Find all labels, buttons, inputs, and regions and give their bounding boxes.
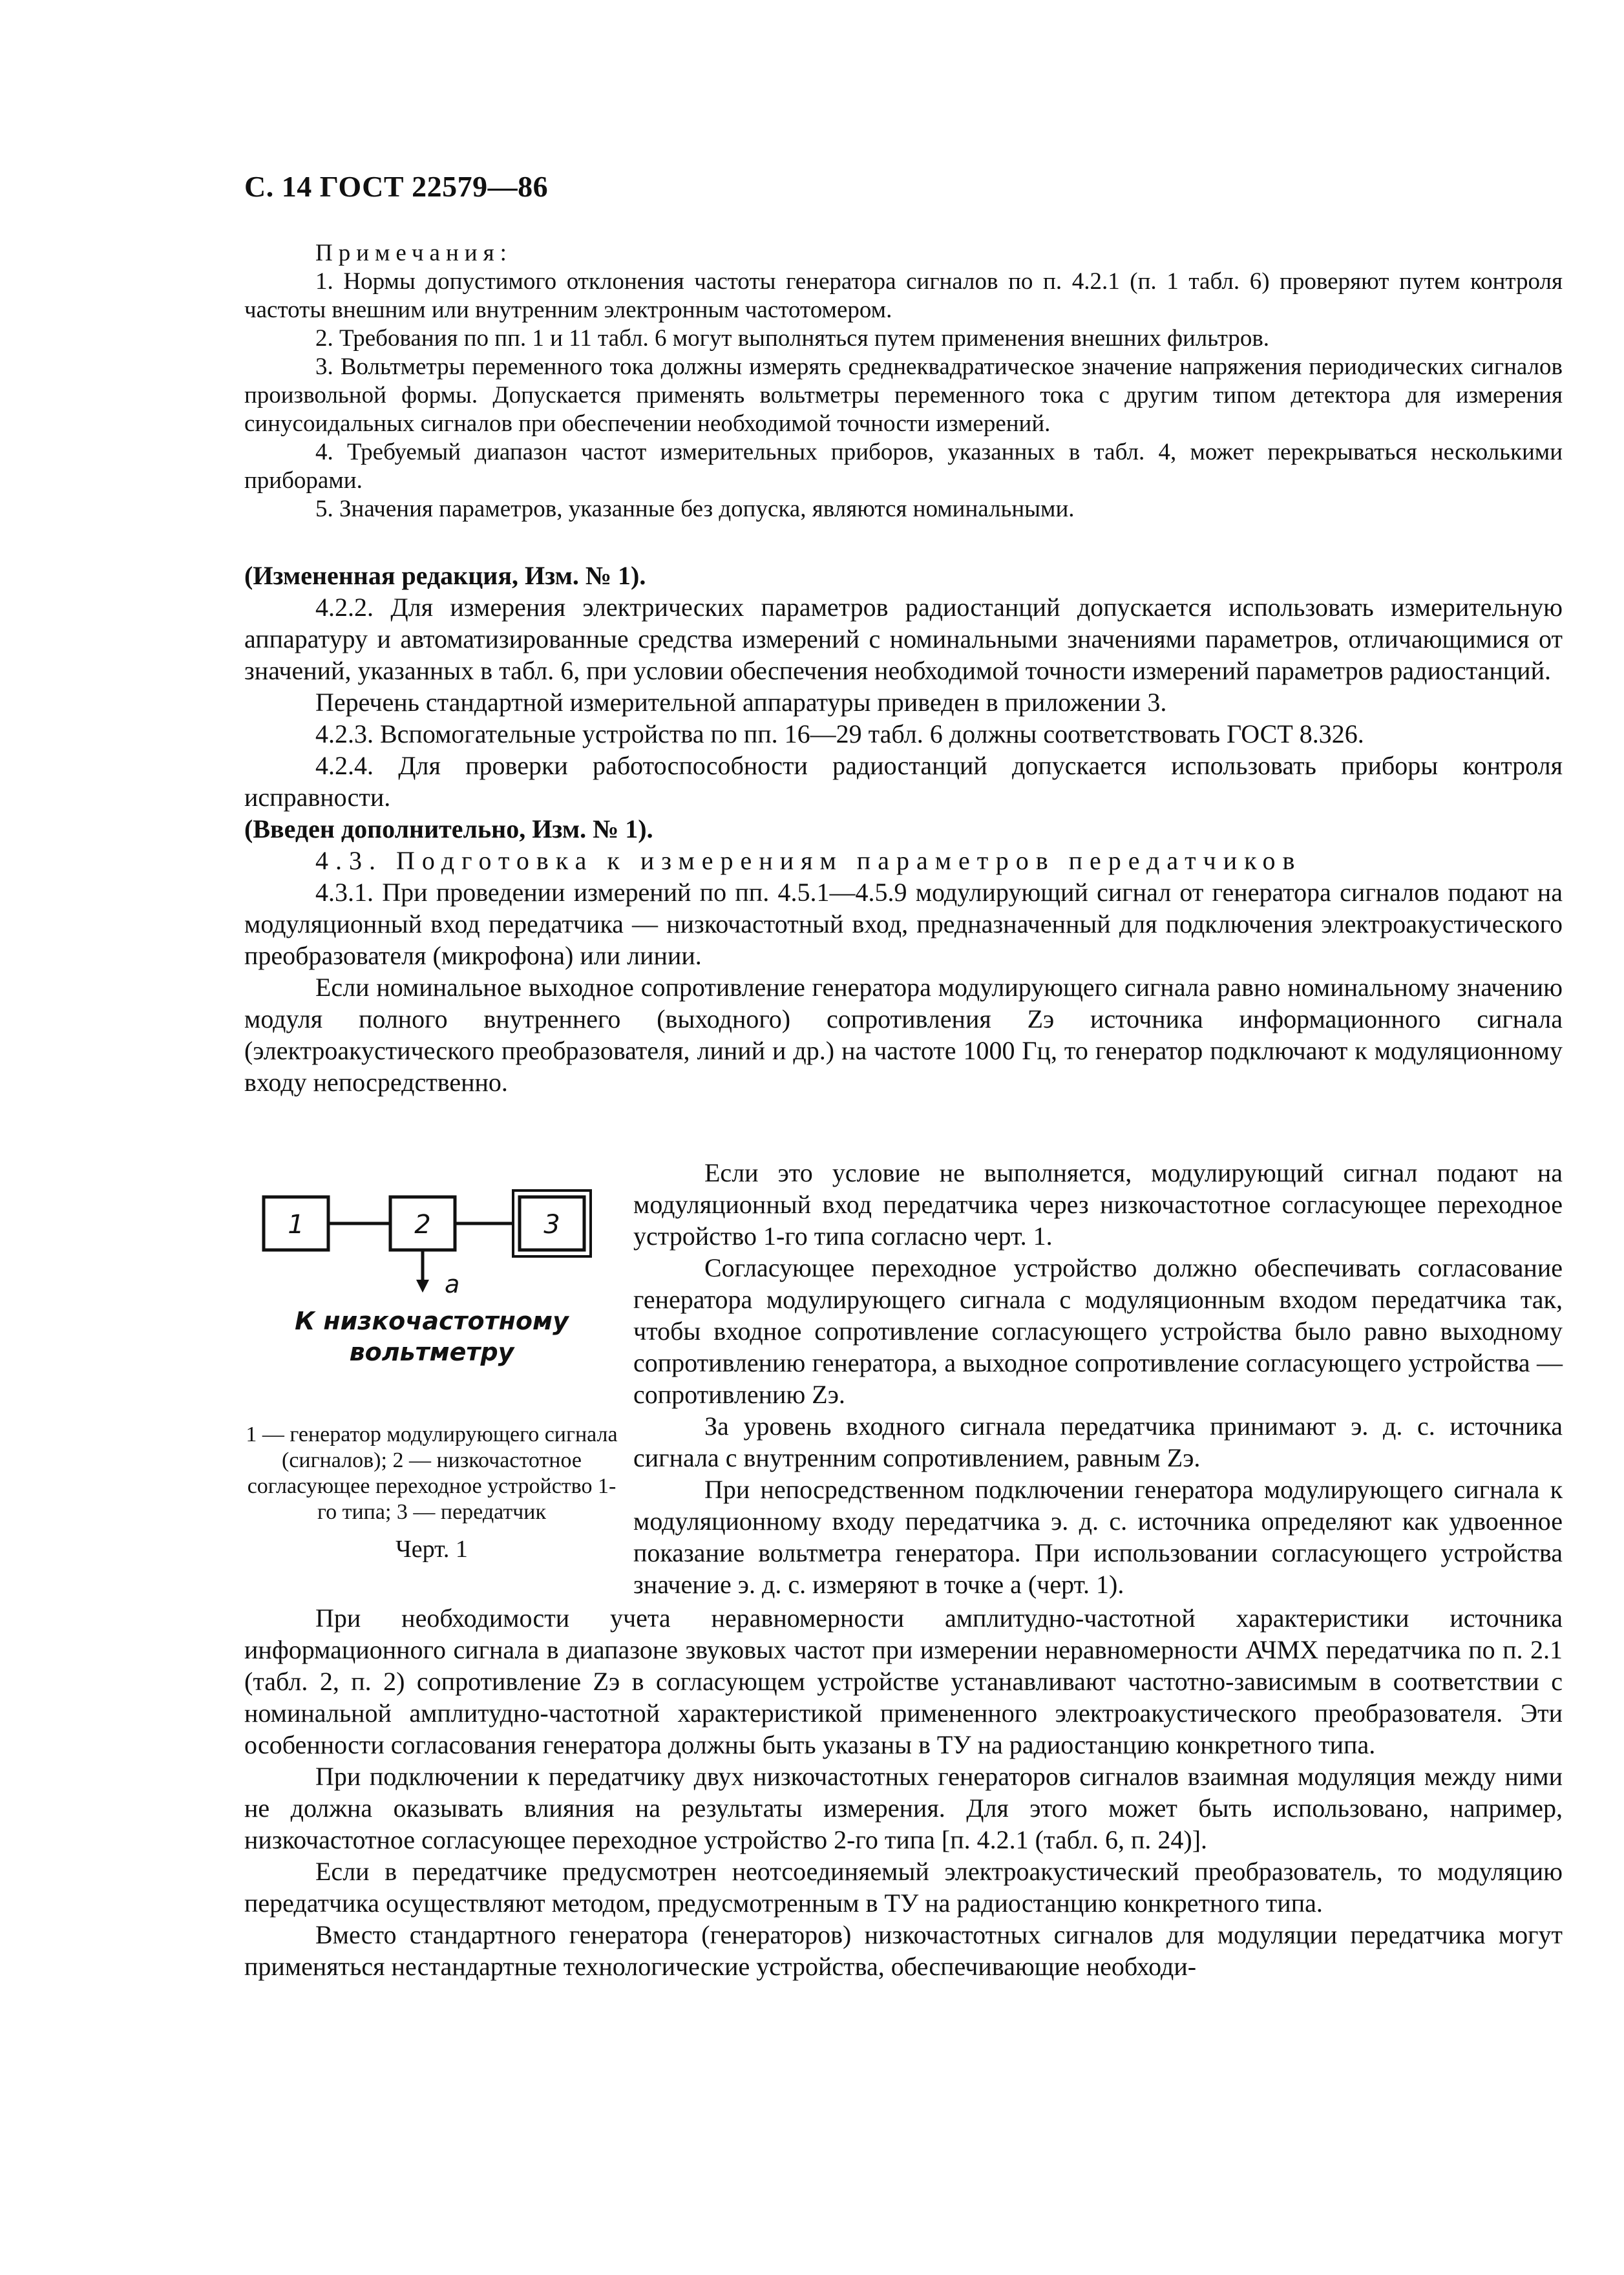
page-header: С. 14 ГОСТ 22579—86 xyxy=(244,170,549,203)
paragraph-equipment-list: Перечень стандартной измерительной аппаратуры приведен в приложении 3. xyxy=(315,688,1167,717)
arrow-down-icon xyxy=(416,1280,429,1293)
notes-section xyxy=(244,239,1563,524)
figure-legend: 1 — генератор модулирующего сигнала (сигналов); 2 — низкочастотное согласующее переходное устройство 1-го типа; 3 — передатчик xyxy=(246,1423,618,1524)
paragraph-nominal-impedance: Если номинальное выходное сопротивление генератора модулирующего сигнала равно номинальному значению модуля полного внутреннего (выходного) сопротивления Zэ источника информационного сигнала (электроакустического преобразователя, линий и др.) на частоте 1000 Гц, то генератор подключают к модуляционному входу непосредственно. xyxy=(244,973,1563,1097)
figure-diagram xyxy=(244,1183,619,1428)
paragraph-nonstandard-devices: Вместо стандартного генератора (генераторов) низкочастотных сигналов для модуляции передатчика могут применяться нестандартные технологические устройства, обеспечивающие необходи- xyxy=(244,1920,1563,1981)
notes-title: Примечания: xyxy=(315,240,512,266)
block-label-1: 1 xyxy=(288,1210,304,1240)
block-label-3: 3 xyxy=(543,1210,560,1240)
paragraph-4-2-2: 4.2.2. Для измерения электрических параметров радиостанций допускается использовать измерительную аппаратуру и автоматизированные средства измерений с номинальными значениями параметров, отличающимися от значений, указанных в табл. 6, при условии обеспечения необходимой точности измерений параметров радиостанций. xyxy=(244,593,1563,685)
paragraph-built-in-transducer: Если в передатчике предусмотрен неотсоединяемый электроакустический преобразователь, то модуляцию передатчика осуществляют методом, предусмотренным в ТУ на радиостанцию конкретного типа. xyxy=(244,1857,1563,1918)
point-label-a: а xyxy=(445,1270,460,1298)
introduced-note: (Введен дополнительно, Изм. № 1). xyxy=(244,814,653,843)
note-item-5: 5. Значения параметров, указанные без допуска, являются номинальными. xyxy=(315,496,1075,522)
paragraph-matching-device: Согласующее переходное устройство должно обеспечивать согласование генератора модулирующего сигнала с модуляционным входом передатчика так, чтобы входное сопротивление согласующего устройства было равно выходному сопротивлению генератора, а выходное сопротивление согласующего устройства — сопротивлению Zэ. xyxy=(633,1253,1563,1409)
arrow-caption: К низкочастотному вольтметру xyxy=(295,1307,569,1366)
main-text-bottom xyxy=(244,1602,1563,1982)
note-item-4: 4. Требуемый диапазон частот измерительных приборов, указанных в табл. 4, может перекрываться несколькими приборами. xyxy=(244,439,1563,494)
paragraph-two-generators: При подключении к передатчику двух низкочастотных генераторов сигналов взаимная модуляция между ними не должна оказывать влияния на результаты измерения. Для этого может быть использовано, например, низкочастотное согласующее переходное устройство 2-го типа [п. 4.2.1 (табл. 6, п. 24)]. xyxy=(244,1762,1563,1854)
paragraph-input-level: За уровень входного сигнала передатчика принимают э. д. с. источника сигнала с внутренним сопротивлением, равным Zэ. xyxy=(633,1412,1563,1472)
main-text-top xyxy=(244,560,1563,1098)
note-item-3: 3. Вольтметры переменного тока должны измерять среднеквадратическое значение напряжения периодических сигналов произвольной формы. Допускается применять вольтметры переменного тока с другим типом детектора для измерения синусоидальных сигналов при обеспечении необходимой точности измерений. xyxy=(244,354,1563,437)
paragraph-frequency-response: При необходимости учета неравномерности амплитудно-частотной характеристики источника информационного сигнала в диапазоне звуковых частот при измерении неравномерности АЧМХ передатчика по п. 2.1 (табл. 2, п. 2) сопротивление Zэ в согласующем устройстве устанавливают частотно-зависимым в соответствии с номинальной амплитудно-частотной характеристикой примененного электроакустического преобразователя. Эти особенности согласования генератора должны быть указаны в ТУ на радиостанцию конкретного типа. xyxy=(244,1603,1563,1759)
block-diagram xyxy=(244,1183,619,1428)
paragraph-4-3-1: 4.3.1. При проведении измерений по пп. 4.5.1—4.5.9 модулирующий сигнал от генератора сигналов подают на модуляционный вход передатчика — низкочастотный вход, предназначенный для подключения электроакустического преобразователя (микрофона) или линии. xyxy=(244,878,1563,970)
note-item-2: 2. Требования по пп. 1 и 11 табл. 6 могут выполняться путем применения внешних фильтров. xyxy=(315,325,1270,352)
note-item-1: 1. Нормы допустимого отклонения частоты генератора сигналов по п. 4.2.1 (п. 1 табл. 6) проверяют путем контроля частоты внешним или внутренним электронным частотомером. xyxy=(244,268,1563,323)
paragraph-4-2-4: 4.2.4. Для проверки работоспособности радиостанций допускается использовать приборы контроля исправности. xyxy=(244,751,1563,812)
paragraph-condition: Если это условие не выполняется, модулирующий сигнал подают на модуляционный вход передатчика через низкочастотное согласующее переходное устройство 1-го типа согласно черт. 1. xyxy=(633,1158,1563,1251)
right-column xyxy=(633,1157,1563,1600)
figure-title: Черт. 1 xyxy=(395,1536,468,1563)
edition-note: (Измененная редакция, Изм. № 1). xyxy=(244,561,646,590)
paragraph-direct-connection: При непосредственном подключении генератора модулирующего сигнала к модуляционному входу передатчика э. д. с. источника определяют как удвоенное показание вольтметра генератора. При использовании согласующего устройства значение э. д. с. измеряют в точке а (черт. 1). xyxy=(633,1475,1563,1599)
block-label-2: 2 xyxy=(414,1210,431,1240)
section-4-3-heading: 4.3. Подготовка к измерениям параметров передатчиков xyxy=(315,846,1302,875)
paragraph-4-2-3: 4.2.3. Вспомогательные устройства по пп. 16—29 табл. 6 должны соответствовать ГОСТ 8.326. xyxy=(315,719,1364,748)
